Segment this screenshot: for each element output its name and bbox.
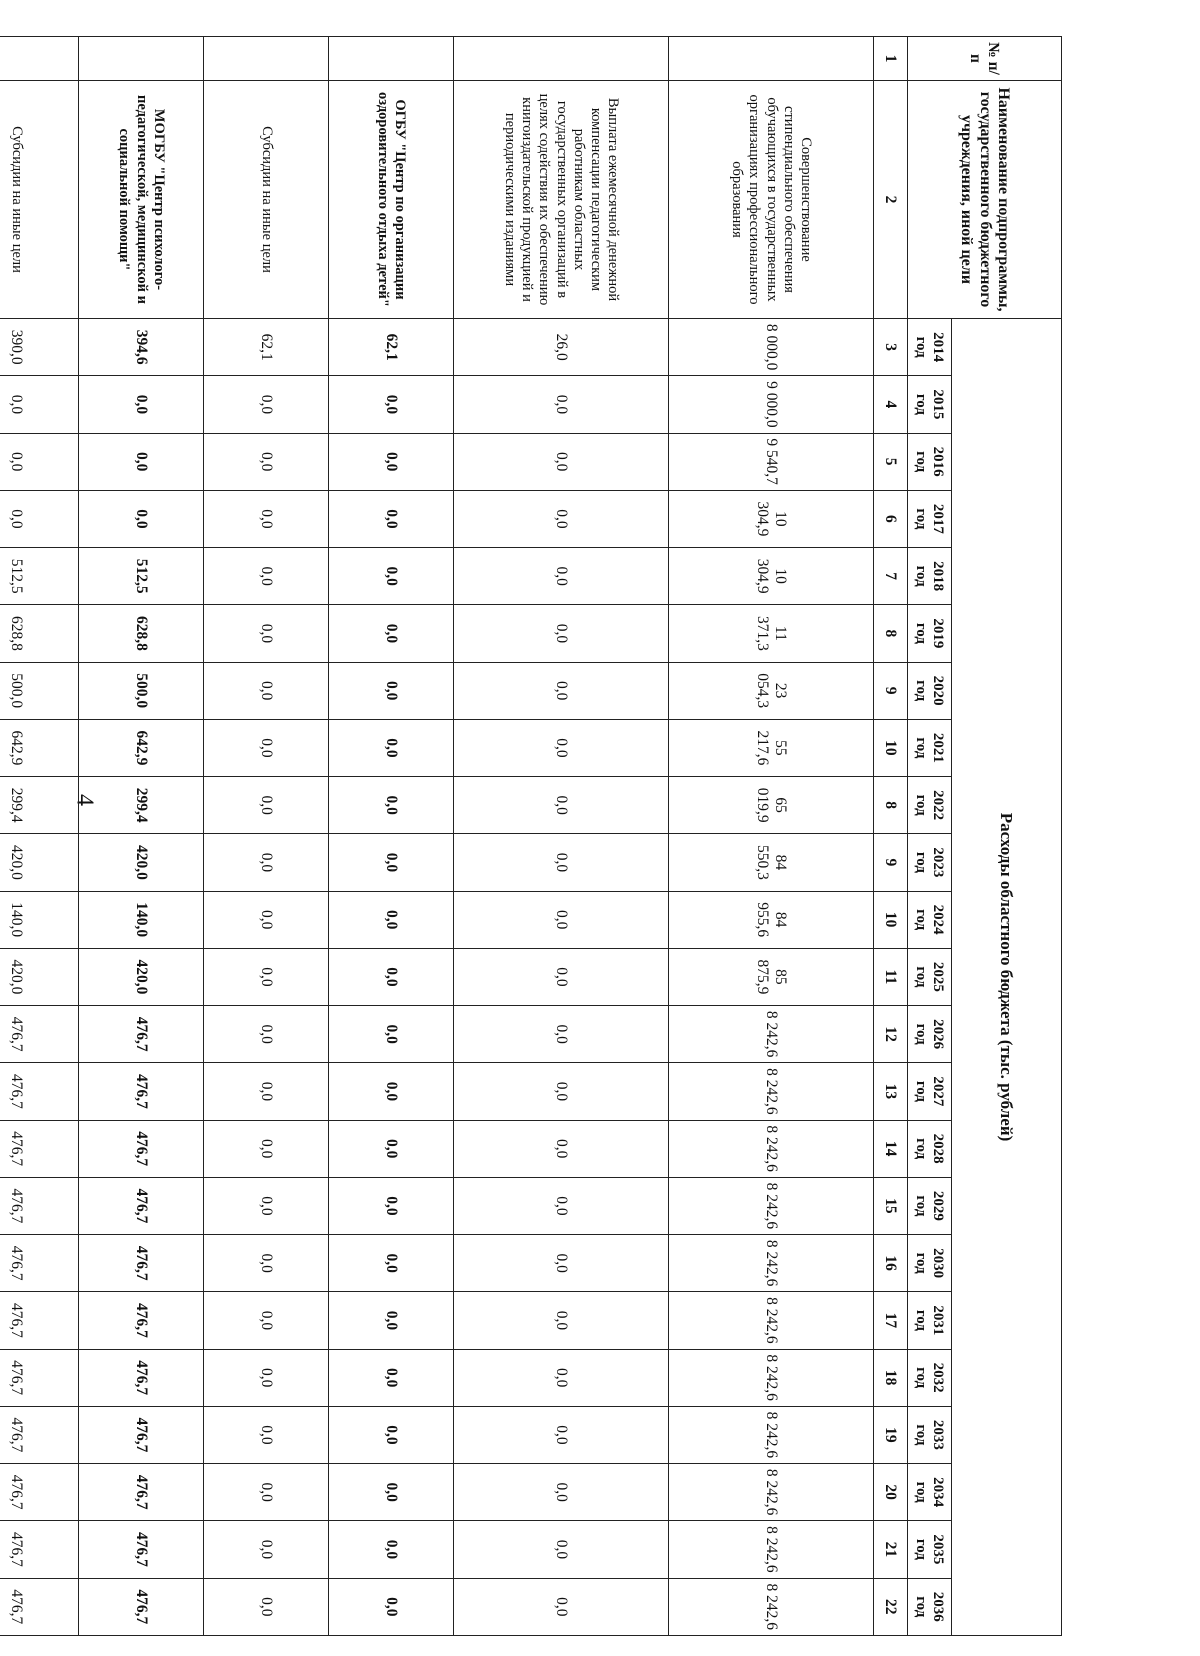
value-cell: 476,7 xyxy=(79,1464,204,1521)
header-year-cell: 2034 год xyxy=(908,1464,952,1521)
header-year-cell: 2026 год xyxy=(908,1006,952,1063)
value-cell: 476,7 xyxy=(79,1177,204,1234)
value-cell: 0,0 xyxy=(329,1349,454,1406)
rotated-table-wrapper xyxy=(8,36,1062,1636)
value-cell: 10 304,9 xyxy=(669,548,874,605)
value-cell: 476,7 xyxy=(0,1177,79,1234)
row-name-cell: Субсидии на иные цели xyxy=(204,81,329,319)
budget-table xyxy=(0,36,1062,1636)
value-cell: 8 242,6 xyxy=(669,1006,874,1063)
value-cell: 0,0 xyxy=(454,1235,669,1292)
value-cell: 512,5 xyxy=(0,548,79,605)
header-year-cell: 2035 год xyxy=(908,1521,952,1578)
value-cell: 8 242,6 xyxy=(669,1063,874,1120)
row-name-cell: Совершенствование стипендиального обеспечения обучающихся в государственных организациях профессионального образования xyxy=(669,81,874,319)
value-cell: 0,0 xyxy=(204,1120,329,1177)
value-cell: 0,0 xyxy=(79,490,204,547)
value-cell: 0,0 xyxy=(454,548,669,605)
header-year-cell: 2036 год xyxy=(908,1578,952,1636)
value-cell: 10 304,9 xyxy=(669,490,874,547)
value-cell: 476,7 xyxy=(0,1406,79,1463)
header-column-number: 8 xyxy=(874,777,908,834)
header-year-cell: 2016 год xyxy=(908,433,952,490)
row-number-cell xyxy=(454,37,669,81)
value-cell: 62,1 xyxy=(204,319,329,376)
value-cell: 8 000,0 xyxy=(669,319,874,376)
header-year-cell: 2018 год xyxy=(908,548,952,605)
value-cell: 0,0 xyxy=(454,1521,669,1578)
value-cell: 0,0 xyxy=(204,548,329,605)
value-cell: 0,0 xyxy=(204,1006,329,1063)
header-column-number: 7 xyxy=(874,548,908,605)
value-cell: 0,0 xyxy=(329,1063,454,1120)
value-cell: 0,0 xyxy=(329,376,454,433)
value-cell: 0,0 xyxy=(454,1120,669,1177)
value-cell: 642,9 xyxy=(0,719,79,776)
value-cell: 0,0 xyxy=(329,605,454,662)
value-cell: 0,0 xyxy=(454,1063,669,1120)
header-year-cell: 2014 год xyxy=(908,319,952,376)
header-expenses-group: Расходы областного бюджета (тыс. рублей) xyxy=(952,319,1062,1636)
value-cell: 0,0 xyxy=(204,605,329,662)
value-cell: 476,7 xyxy=(0,1292,79,1349)
header-column-number: 9 xyxy=(874,834,908,891)
value-cell: 476,7 xyxy=(0,1063,79,1120)
header-no: № п/п xyxy=(908,37,1062,81)
value-cell: 299,4 xyxy=(0,777,79,834)
value-cell: 0,0 xyxy=(0,490,79,547)
value-cell: 476,7 xyxy=(79,1406,204,1463)
value-cell: 0,0 xyxy=(204,1464,329,1521)
header-column-number: 5 xyxy=(874,433,908,490)
header-column-number: 12 xyxy=(874,1006,908,1063)
header-column-number: 3 xyxy=(874,319,908,376)
header-column-number: 19 xyxy=(874,1406,908,1463)
header-year-cell: 2023 год xyxy=(908,834,952,891)
value-cell: 0,0 xyxy=(204,1063,329,1120)
header-year-cell: 2031 год xyxy=(908,1292,952,1349)
header-year-cell: 2025 год xyxy=(908,948,952,1005)
table-row xyxy=(204,37,329,1636)
value-cell: 0,0 xyxy=(329,719,454,776)
header-column-number: 22 xyxy=(874,1578,908,1636)
value-cell: 140,0 xyxy=(79,891,204,948)
value-cell: 8 242,6 xyxy=(669,1349,874,1406)
value-cell: 0,0 xyxy=(204,834,329,891)
header-row-group xyxy=(952,37,1062,1636)
header-column-number: 13 xyxy=(874,1063,908,1120)
value-cell: 476,7 xyxy=(79,1120,204,1177)
value-cell: 9 540,7 xyxy=(669,433,874,490)
row-number-cell xyxy=(329,37,454,81)
header-year-cell: 2030 год xyxy=(908,1235,952,1292)
value-cell: 0,0 xyxy=(0,433,79,490)
value-cell: 55 217,6 xyxy=(669,719,874,776)
value-cell: 628,8 xyxy=(79,605,204,662)
header-year-cell: 2028 год xyxy=(908,1120,952,1177)
value-cell: 0,0 xyxy=(329,1406,454,1463)
header-year-cell: 2027 год xyxy=(908,1063,952,1120)
header-column-number: 9 xyxy=(874,662,908,719)
value-cell: 500,0 xyxy=(0,662,79,719)
value-cell: 84 550,3 xyxy=(669,834,874,891)
value-cell: 0,0 xyxy=(454,1406,669,1463)
header-year-cell: 2033 год xyxy=(908,1406,952,1463)
value-cell: 420,0 xyxy=(0,834,79,891)
value-cell: 0,0 xyxy=(329,1578,454,1636)
table-body xyxy=(0,37,874,1636)
value-cell: 8 242,6 xyxy=(669,1120,874,1177)
value-cell: 0,0 xyxy=(79,376,204,433)
header-year-cell: 2020 год xyxy=(908,662,952,719)
header-year-cell: 2032 год xyxy=(908,1349,952,1406)
header-column-number: 10 xyxy=(874,719,908,776)
value-cell: 0,0 xyxy=(454,777,669,834)
value-cell: 8 242,6 xyxy=(669,1464,874,1521)
header-column-number: 20 xyxy=(874,1464,908,1521)
value-cell: 0,0 xyxy=(454,891,669,948)
value-cell: 0,0 xyxy=(329,1006,454,1063)
value-cell: 0,0 xyxy=(204,1292,329,1349)
value-cell: 0,0 xyxy=(454,1006,669,1063)
value-cell: 0,0 xyxy=(454,1464,669,1521)
value-cell: 0,0 xyxy=(79,433,204,490)
value-cell: 0,0 xyxy=(329,1521,454,1578)
value-cell: 0,0 xyxy=(454,433,669,490)
value-cell: 476,7 xyxy=(79,1521,204,1578)
value-cell: 0,0 xyxy=(329,891,454,948)
header-column-number: 2 xyxy=(874,81,908,319)
value-cell: 0,0 xyxy=(329,433,454,490)
value-cell: 299,4 xyxy=(79,777,204,834)
header-column-number: 1 xyxy=(874,37,908,81)
value-cell: 0,0 xyxy=(204,891,329,948)
value-cell: 420,0 xyxy=(79,834,204,891)
value-cell: 0,0 xyxy=(204,1235,329,1292)
value-cell: 0,0 xyxy=(329,1464,454,1521)
header-column-number: 17 xyxy=(874,1292,908,1349)
value-cell: 23 054,3 xyxy=(669,662,874,719)
value-cell: 62,1 xyxy=(329,319,454,376)
row-number-cell xyxy=(204,37,329,81)
value-cell: 85 875,9 xyxy=(669,948,874,1005)
value-cell: 0,0 xyxy=(454,376,669,433)
value-cell: 0,0 xyxy=(204,1406,329,1463)
header-column-number: 8 xyxy=(874,605,908,662)
value-cell: 500,0 xyxy=(79,662,204,719)
value-cell: 0,0 xyxy=(329,834,454,891)
header-name: Наименование подпрограммы, государственного бюджетного учреждения, иной цели xyxy=(908,81,1062,319)
header-column-number: 4 xyxy=(874,376,908,433)
header-column-number: 6 xyxy=(874,490,908,547)
value-cell: 9 000,0 xyxy=(669,376,874,433)
value-cell: 0,0 xyxy=(329,1292,454,1349)
value-cell: 394,6 xyxy=(79,319,204,376)
header-year-cell: 2019 год xyxy=(908,605,952,662)
value-cell: 0,0 xyxy=(454,834,669,891)
value-cell: 0,0 xyxy=(204,719,329,776)
value-cell: 476,7 xyxy=(79,1349,204,1406)
value-cell: 11 371,3 xyxy=(669,605,874,662)
header-column-number: 21 xyxy=(874,1521,908,1578)
value-cell: 0,0 xyxy=(329,1177,454,1234)
value-cell: 26,0 xyxy=(454,319,669,376)
value-cell: 476,7 xyxy=(79,1235,204,1292)
header-year-cell: 2021 год xyxy=(908,719,952,776)
value-cell: 8 242,6 xyxy=(669,1406,874,1463)
value-cell: 0,0 xyxy=(204,777,329,834)
value-cell: 476,7 xyxy=(0,1006,79,1063)
value-cell: 0,0 xyxy=(454,719,669,776)
value-cell: 420,0 xyxy=(0,948,79,1005)
value-cell: 8 242,6 xyxy=(669,1235,874,1292)
value-cell: 0,0 xyxy=(204,1349,329,1406)
header-column-number: 18 xyxy=(874,1349,908,1406)
header-column-number: 11 xyxy=(874,948,908,1005)
value-cell: 476,7 xyxy=(79,1292,204,1349)
value-cell: 0,0 xyxy=(204,948,329,1005)
value-cell: 476,7 xyxy=(0,1521,79,1578)
value-cell: 476,7 xyxy=(0,1235,79,1292)
value-cell: 628,8 xyxy=(0,605,79,662)
row-number-cell xyxy=(79,37,204,81)
value-cell: 0,0 xyxy=(204,1177,329,1234)
value-cell: 8 242,6 xyxy=(669,1521,874,1578)
row-number-cell xyxy=(0,37,79,81)
value-cell: 8 242,6 xyxy=(669,1292,874,1349)
value-cell: 0,0 xyxy=(454,1292,669,1349)
value-cell: 0,0 xyxy=(329,548,454,605)
value-cell: 0,0 xyxy=(454,1578,669,1636)
value-cell: 0,0 xyxy=(204,1578,329,1636)
page-number: 4 xyxy=(71,794,98,806)
row-name-cell: ОГБУ "Центр по организации оздоровительного отдыха детей" xyxy=(329,81,454,319)
value-cell: 0,0 xyxy=(454,1177,669,1234)
header-column-number: 15 xyxy=(874,1177,908,1234)
table-row xyxy=(454,37,669,1636)
value-cell: 390,0 xyxy=(0,319,79,376)
header-year-cell: 2029 год xyxy=(908,1177,952,1234)
value-cell: 84 955,6 xyxy=(669,891,874,948)
value-cell: 476,7 xyxy=(79,1063,204,1120)
value-cell: 476,7 xyxy=(79,1006,204,1063)
value-cell: 476,7 xyxy=(0,1464,79,1521)
value-cell: 0,0 xyxy=(329,662,454,719)
value-cell: 512,5 xyxy=(79,548,204,605)
value-cell: 0,0 xyxy=(329,1120,454,1177)
value-cell: 0,0 xyxy=(454,605,669,662)
header-column-number: 14 xyxy=(874,1120,908,1177)
value-cell: 0,0 xyxy=(204,490,329,547)
table-row xyxy=(669,37,874,1636)
value-cell: 140,0 xyxy=(0,891,79,948)
value-cell: 0,0 xyxy=(454,948,669,1005)
value-cell: 420,0 xyxy=(79,948,204,1005)
value-cell: 476,7 xyxy=(0,1578,79,1636)
table-row xyxy=(329,37,454,1636)
header-row-column-numbers xyxy=(874,37,908,1636)
header-year-cell: 2024 год xyxy=(908,891,952,948)
row-name-cell: МОГБУ "Центр психолого-педагогической, медицинской и социальной помощи" xyxy=(79,81,204,319)
value-cell: 0,0 xyxy=(454,490,669,547)
row-name-cell: Субсидии на иные цели xyxy=(0,81,79,319)
header-year-cell: 2017 год xyxy=(908,490,952,547)
value-cell: 0,0 xyxy=(329,1235,454,1292)
header-year-cell: 2022 год xyxy=(908,777,952,834)
header-column-number: 16 xyxy=(874,1235,908,1292)
value-cell: 0,0 xyxy=(204,433,329,490)
header-year-cell: 2015 год xyxy=(908,376,952,433)
value-cell: 0,0 xyxy=(204,376,329,433)
table-row xyxy=(0,37,79,1636)
value-cell: 8 242,6 xyxy=(669,1177,874,1234)
value-cell: 0,0 xyxy=(204,662,329,719)
value-cell: 476,7 xyxy=(79,1578,204,1636)
value-cell: 0,0 xyxy=(329,948,454,1005)
value-cell: 0,0 xyxy=(454,662,669,719)
value-cell: 65 019,9 xyxy=(669,777,874,834)
value-cell: 0,0 xyxy=(329,490,454,547)
value-cell: 476,7 xyxy=(0,1120,79,1177)
value-cell: 8 242,6 xyxy=(669,1578,874,1636)
header-column-number: 10 xyxy=(874,891,908,948)
value-cell: 642,9 xyxy=(79,719,204,776)
value-cell: 0,0 xyxy=(0,376,79,433)
table-row xyxy=(79,37,204,1636)
row-name-cell: Выплата ежемесячной денежной компенсации педагогическим работникам областных государственных организаций в целях содействия их обеспечению книгоиздательской продукцией и периодическими изданиями xyxy=(454,81,669,319)
value-cell: 0,0 xyxy=(329,777,454,834)
value-cell: 0,0 xyxy=(204,1521,329,1578)
row-number-cell xyxy=(669,37,874,81)
value-cell: 476,7 xyxy=(0,1349,79,1406)
value-cell: 0,0 xyxy=(454,1349,669,1406)
